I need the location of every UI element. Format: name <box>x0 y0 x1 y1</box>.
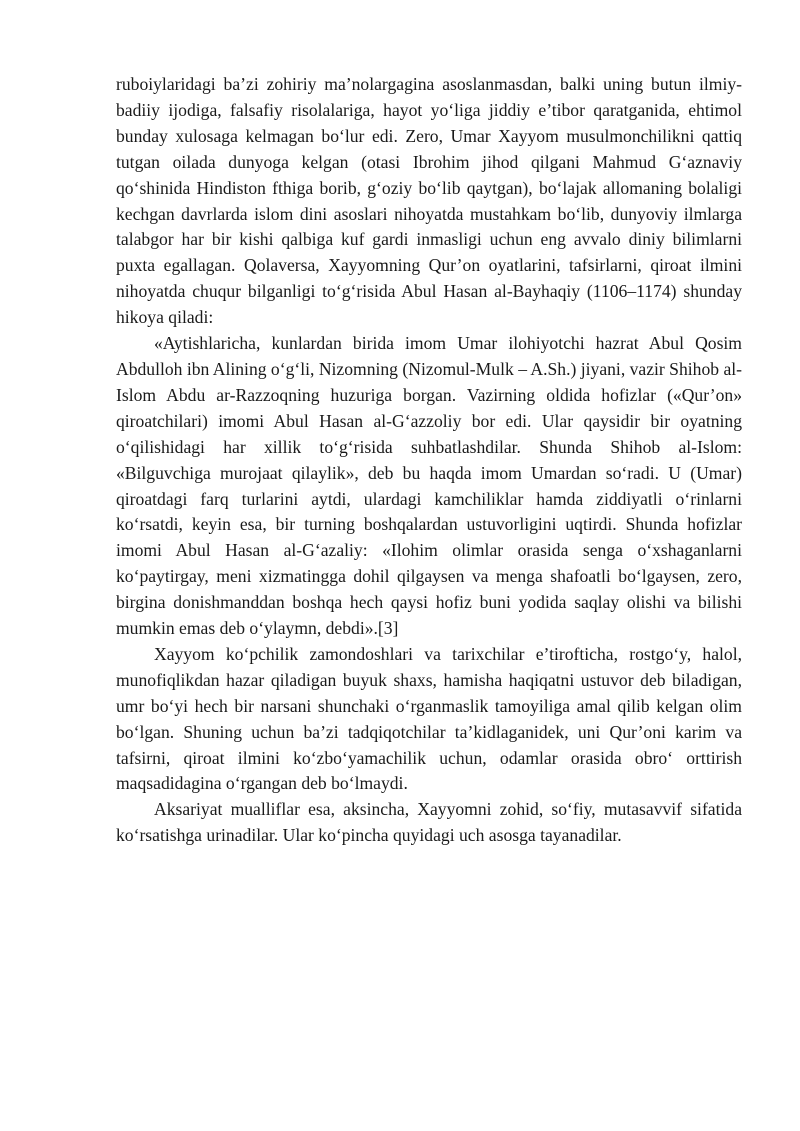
document-page <box>116 72 742 849</box>
paragraph-1: ruboiylaridagi ba’zi zohiriy ma’nolargagina asoslanmasdan, balki uning butun ilmiy-badiiy ijodiga, falsafiy risolalariga, hayot yo‘liga jiddiy e’tibor qaratganida, ehtimol bunday xulosaga kelmagan bo‘lur edi. Zero, Umar Xayyom musulmonchilikni qattiq tutgan oilada dunyoga kelgan (otasi Ibrohim jihod qilgani Mahmud G‘aznaviy qo‘shinida Hindiston fthiga borib, g‘oziy bo‘lib qaytgan), bo‘lajak allomaning bolaligi kechgan davrlarda islom dini asoslari nihoyatda mustahkam bo‘lib, dunyoviy ilmlarga talabgor har bir kishi qalbiga kuf gardi inmasligi uchun eng avvalo diniy bilimlarni puxta egallagan. Qolaversa, Xayyomning Qur’on oyatlarini, tafsirlarni, qiroat ilmini nihoyatda chuqur bilganligi to‘g‘risida Abul Hasan al-Bayhaqiy (1106–1174) shunday hikoya qiladi: <box>116 74 742 328</box>
paragraph-2: «Aytishlaricha, kunlardan birida imom Umar ilohiyotchi hazrat Abul Qosim Abdulloh ibn Alining o‘g‘li, Nizomning (Nizomul-Mulk – A.Sh.) jiyani, vazir Shihob al-Islom Abdu ar-Razzoqning huzuriga borgan. Vazirning oldida hofizlar («Qur’on» qiroatchilari) imomi Abul Hasan al-G‘azzoliy bor edi. Ular qaysidir bir oyatning o‘qilishidagi har xillik to‘g‘risida suhbatlashdilar. Shunda Shihob al-Islom: «Bilguvchiga murojaat qilaylik», deb bu haqda imom Umardan so‘radi. U (Umar) qiroatdagi farq turlarini aytdi, ulardagi kamchiliklar hamda ziddiyatli o‘rinlarni ko‘rsatdi, keyin esa, bir turning boshqalardan ustuvorligini uqtirdi. Shunda hofizlar imomi Abul Hasan al-G‘azaliy: «Ilohim olimlar orasida senga o‘xshaganlarni ko‘paytirgay, meni xizmatingga dohil qilgaysen va menga shafoatli bo‘lgaysen, zero, birgina donishmanddan boshqa hech qaysi hofiz buni yodida saqlay olishi va bilishi mumkin emas deb o‘ylaymn, debdi».[3] <box>116 333 742 639</box>
paragraph-4: Aksariyat mualliflar esa, aksincha, Xayyomni zohid, so‘fiy, mutasavvif sifatida ko‘rsatishga urinadilar. Ular ko‘pincha quyidagi uch asosga tayanadilar. <box>116 799 742 846</box>
paragraph-3: Xayyom ko‘pchilik zamondoshlari va tarixchilar e’tirofticha, rostgo‘y, halol, munofiqlikdan hazar qiladigan buyuk shaxs, hamisha haqiqatni ustuvor deb biladigan, umr bo‘yi hech bir narsani shunchaki o‘rganmaslik tamoyiliga amal qilib kelgan olim bo‘lgan. Shuning uchun ba’zi tadqiqotchilar ta’kidlaganidek, uni Qur’oni karim va tafsirni, qiroat ilmini ko‘zbo‘yamachilik uchun, odamlar orasida obro‘ orttirish maqsadidagina o‘rgangan deb bo‘lmaydi. <box>116 643 742 794</box>
